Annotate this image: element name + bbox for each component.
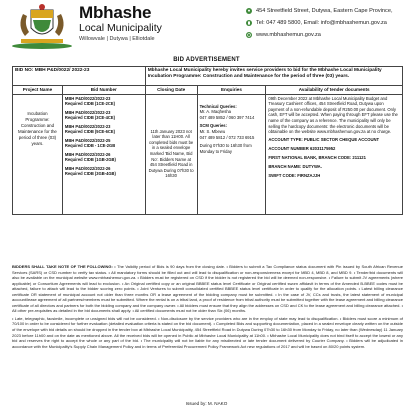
municipality-name: Mbhashe (79, 3, 152, 22)
col-enquiries: Enquiries (197, 86, 266, 95)
technical-contact-name: Mr. A. Maqhesha (199, 109, 231, 115)
letterhead (0, 0, 413, 52)
conditions-paragraph: • Late, telegraphic, facsimile, incomplete or unsigned bids will not be considered. • Non-disclosure by the service providers who are in the employ of state may lead to disqualification. • Bidders must score a minimum of 70/100 in order to be considered for further evaluation (detailed evaluation criteria is stated on the bid document). • Completed Bids and supporting documentation, placed in a sealed envelope clearly written on the outside of the envelope with bid details on should be dropped in the tender box at Mbhashe Local Municipality, 454 Streetfield Road in Dutywa During 07h30 to 16h30 from Monday to Friday, no later than (Wednesday) 11 January 2023 before 11h00 and on the date as mentioned above. All the received bids will be opened in Public at Mbhashe Local Municipality at 11h00. • Mbhashe Local Municipality does not bind itself to accept the lowest or any bid and reserves the right to accept the whole or any part of the bid. • The municipality will not be liable for any misdirected or late tender document delivered by Courier Company. • Bidders will be adjudicated in accordance with the Municipality's Supply Chain Management Policy and in terms of Preferential Procurement Policy Framework Act new regulations of 2017 and will be based on 80/20 points system. (12, 315, 403, 349)
availability-text: 09th December 2022 at Mbhashe Local Municipality Budget and Treasury Cashiers' offices, 454 Streetfield Road, Dutywa upon payment of a non-refundable deposit of R250.00 per document. Only cash, EFT will be accepted. When paying through EFT please use the name of the company as a reference. The municipality will only be selling the hardcopy documents: the electronic documents will be obtainable on the website www.mbhashemun.gov.za at no charge. (268, 95, 398, 135)
bid-numbers-cell (62, 94, 145, 214)
branch-name: BRANCH NAME: DUTYWA. (268, 164, 322, 170)
website-link[interactable]: www.mbhashemun.gov.za (256, 32, 321, 38)
municipality-tagline: Willowvale | Dutywa | Elliotdale (79, 36, 155, 42)
scm-contact-tel: 047 489 5812 / 072 733 6915 (199, 134, 255, 140)
bid-table (12, 66, 403, 215)
bid-conditions (12, 264, 403, 351)
conditions-paragraph: BIDDERS SHALL TAKE NOTE OF THE FOLLOWING: • The Validity period of Bids is 90 days from the closing date. • Bidders to submit a Tax Compliance status document with Pin issued by South African Revenue Services (SARS) or CSD number to verify tax status. • All mandatory forms should be filled out and will lead to disqualification or non-responsiveness except for MBD 4, MBD 8, and MBD 9. • Tender/bid documents will also be available on the municipal website www.mbhashemun.gov.za. • Bidders must be registered on CSD if the bidder is not registered the bid will be deemed non-responsive. • Failure to submit JV agreements (where applicable) or Consortium Agreements will lead to exclusion. • An Original certified copy or an original BBBEE status level Certificate or Original certified sworn affidavit in terms of the Amended B-BBEE codes must be attached, failure to attach will lead to the bidder scoring zero points. • Joint Ventures to submit consolidated certified BBBEE status level certificate in order to qualify for the allocation points. • Latest billing clearance certificate OR statement of municipal account not older than three months OR a lease agreement of the bidding company must be submitted. • In the case of JV, CCs and trusts, the latest statement of municipal account/lease agreement of all partners/members must be submitted. Where the rental is on a tribal land, a proof of residence from tribal authority must be submitted together with the lease agreement and billing clearance certificate of all directors and partners for both the bidding company and the company owner. • All bidders must ensure that they align the addresses on CSD and CK to the lease agreement and billing clearance attached. • All other pre-requisites as detailed in the bid documents shall apply. • All certified documents must not be older than Six (06) months. (12, 264, 403, 314)
bid-entry: MBH P&D/0022/2022-25 Required CIDB - 1CE-2GB (64, 137, 116, 148)
account-number: ACCOUNT NUMBER 62031175952 (268, 145, 336, 151)
issued-by: Issued by: M. NAKO (185, 401, 228, 406)
advert-title: BID ADVERTISEMENT (173, 57, 240, 63)
phone-icon (246, 20, 252, 26)
address-text: 454 Streetfield Street, Dutywa, Eastern Cape Province, (256, 8, 393, 14)
technical-contact-tel: 047 489 5852 / 060 397 7414 (199, 114, 255, 120)
municipal-crest-logo (9, 2, 75, 50)
col-bid-number: Bid Number (62, 86, 145, 95)
bid-number-heading: BID NO: MBH P&D/0022/ 2022-23 (13, 67, 146, 86)
closing-date-cell: 11th January 2023 not later than 11H00. All completed bids must be in a sealed envelope marked 'Bid Name, Bid No'. Bidders Name at 454 Streetfield Road in Dutywa During 07h30 to 16h30 (145, 94, 197, 214)
scm-queries-label: SCM Queries: (199, 123, 228, 129)
bid-intro: Mbhashe Local Municipality hereby invites service providers to bid for the Mbhashe Local Municipality Incubation Programme: Construction and Maintenance for the period of three (03) years. (145, 67, 402, 86)
col-project-name: Project Name (13, 86, 63, 95)
bid-entry: MBH P&D/0022/2022-23 Required CIDB (1CE-2CE) (64, 95, 115, 106)
location-icon (246, 8, 252, 14)
bid-entry: MBH P&D/0022/2022-26 Required CIDB (3GB-4GB) (64, 165, 116, 176)
bid-entry: MBH P&D/0022/2022-23 Required CIDB (5CE-6CE) (64, 123, 115, 134)
bid-entry: MBH P&D/0022/2022-23 Required CIDB (3CE-4CE) (64, 109, 115, 120)
web-icon (246, 32, 252, 38)
project-name-cell: Incubation Programme: Construction and Maintenance for the period of three (03) years. (13, 94, 63, 214)
bank-branch-code: FIRST NATIONAL BANK, BRANCH CODE: 211121 (268, 154, 366, 160)
bid-entry: MBH P&D/0022/2022-26 Required CIDB (1GB-2GB) (64, 151, 116, 162)
availability-cell (266, 94, 403, 214)
col-closing-date: Closing Date (145, 86, 197, 95)
municipality-subtitle: Local Municipality (79, 22, 162, 34)
scm-contact-name: Mr. S. Mbewu (199, 128, 226, 134)
col-availability: Availability of tender documents (266, 86, 403, 95)
swift-code: SWIFT CODE: FIRNZAJJH (268, 173, 321, 179)
technical-queries-label: Technical Queries: (199, 103, 237, 109)
tel-email-text: Tel: 047 489 5800, Email: info@mbhashemun.gov.za (256, 20, 387, 26)
contact-details (246, 5, 411, 41)
enquiries-cell (197, 94, 266, 214)
enquiry-hours: During 07h30 to 16h30 from Monday to Friday (199, 143, 252, 154)
account-type: ACCOUNT TYPE: PUBLIC SECTOR CHEQUE ACCOUNT (268, 136, 380, 142)
